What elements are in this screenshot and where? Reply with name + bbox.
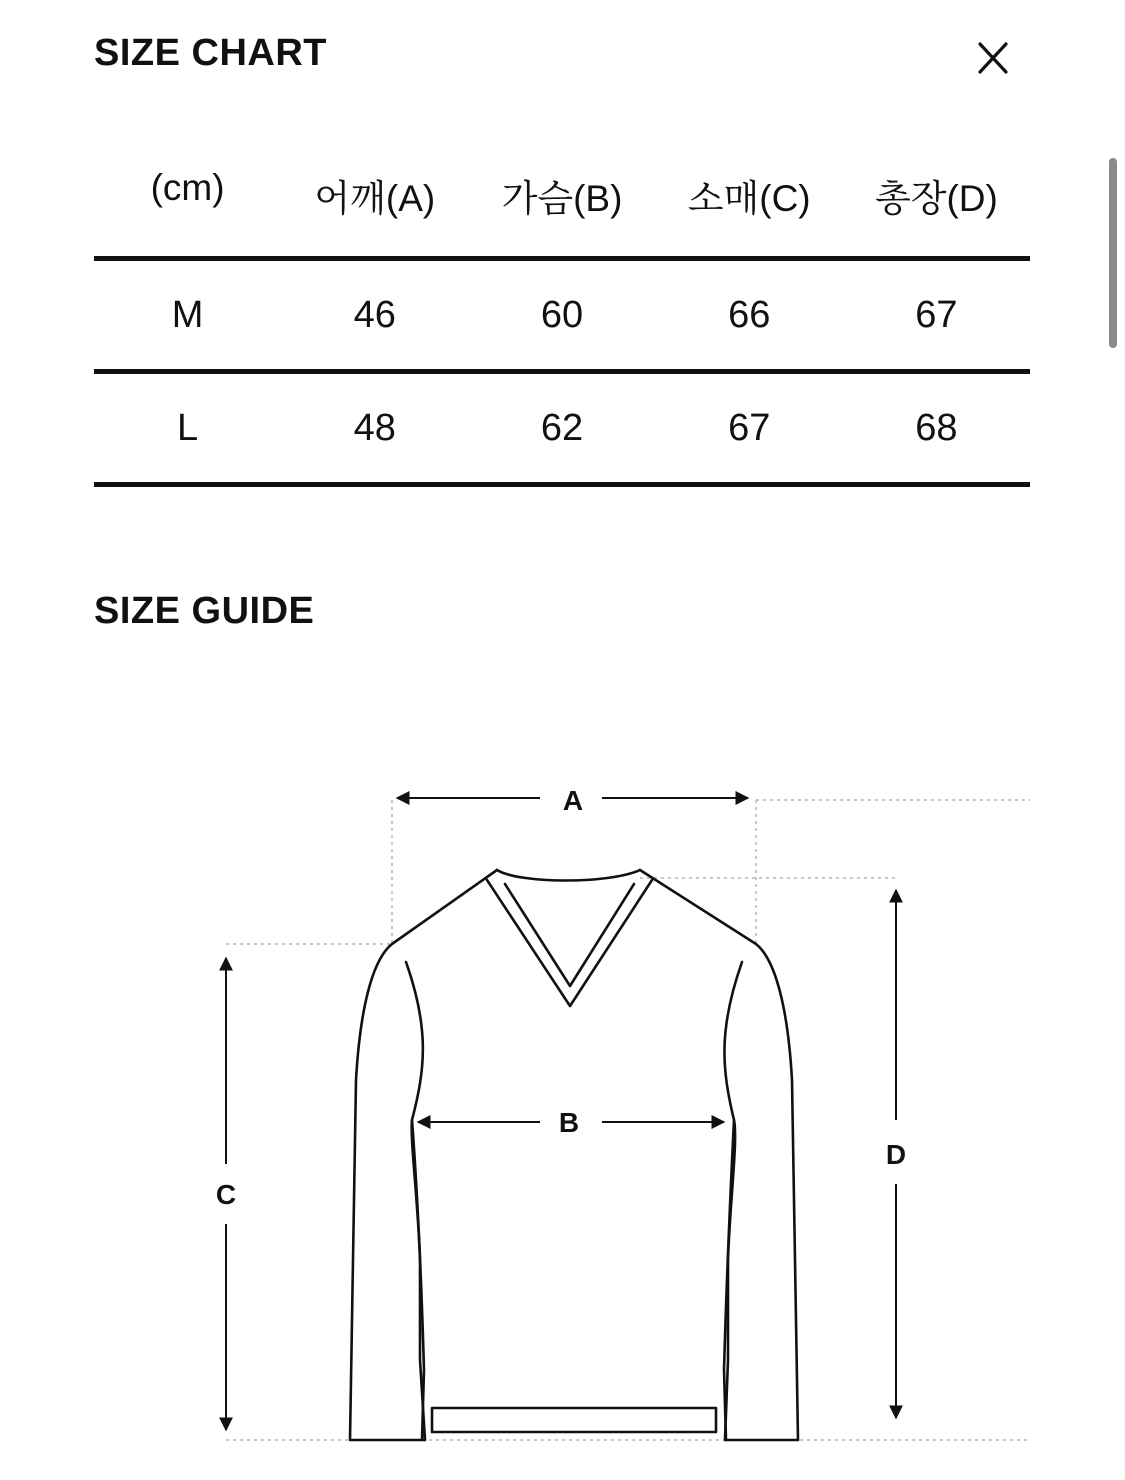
guide-label-d: D [885, 1139, 907, 1170]
close-icon [968, 34, 1018, 84]
table-cell-shoulder: 48 [353, 406, 396, 449]
size-guide-title: SIZE GUIDE [94, 590, 315, 632]
table-header-unit: (cm) [150, 167, 225, 208]
table-header-chest: 가슴(B) [501, 178, 623, 219]
table-cell-length: 67 [915, 293, 958, 336]
table-header-row [94, 140, 1030, 261]
table-cell-chest: 60 [540, 293, 584, 336]
guide-label-a: A [562, 785, 584, 816]
scrollbar-thumb[interactable] [1109, 158, 1117, 348]
table-header-shoulder: 어깨(A) [314, 178, 436, 219]
table-cell-size: M [171, 293, 204, 336]
size-chart-table [94, 140, 1030, 487]
table-cell-length: 68 [915, 406, 958, 449]
table-header-sleeve: 소매(C) [687, 178, 811, 219]
table-header-length: 총장(D) [874, 178, 998, 219]
size-guide-diagram [0, 760, 1125, 1460]
table-row [94, 374, 1030, 487]
table-cell-shoulder: 46 [353, 293, 396, 336]
close-button[interactable] [968, 34, 1018, 84]
table-row [94, 261, 1030, 374]
v-neck-sweater-diagram [0, 760, 1125, 1460]
size-chart-title: SIZE CHART [94, 32, 327, 74]
guide-label-b: B [558, 1107, 580, 1138]
sweater-outline [350, 870, 798, 1440]
guide-label-c: C [215, 1179, 237, 1210]
table-cell-sleeve: 67 [728, 406, 771, 449]
table-cell-sleeve: 66 [728, 293, 771, 336]
table-cell-chest: 62 [540, 406, 584, 449]
table-cell-size: L [177, 406, 199, 449]
